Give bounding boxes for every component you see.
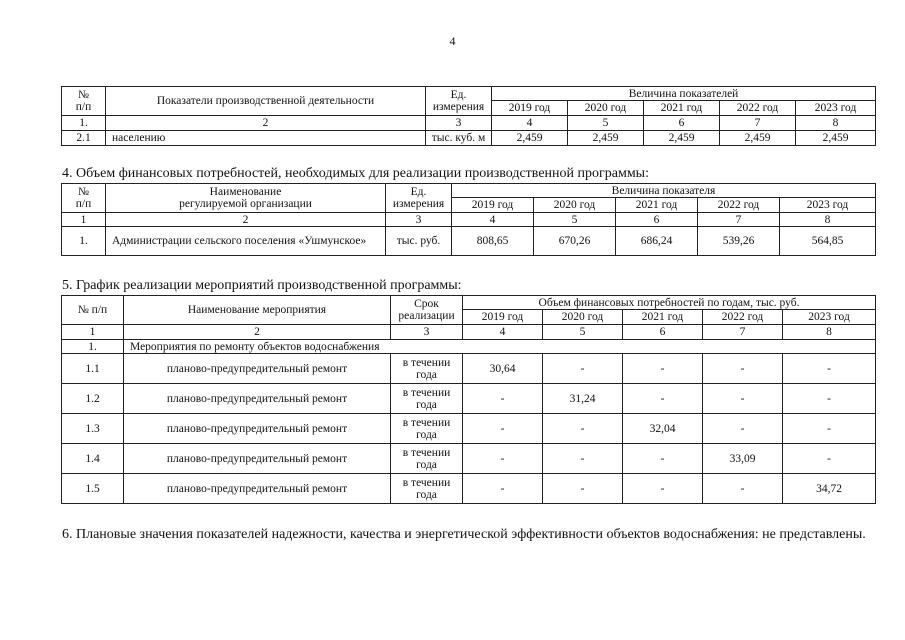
header-values: Величина показателей (492, 87, 876, 101)
row-number: 1.5 (62, 474, 124, 504)
table-row (62, 444, 876, 474)
index-row (62, 213, 876, 227)
section-5-heading: 5. График реализации мероприятий производственной программы: (62, 278, 462, 293)
row-term: в течении года (391, 474, 463, 504)
row-term: в течении года (391, 384, 463, 414)
header-organization: Наименование регулируемой организации (106, 184, 386, 213)
header-term: Срок реализации (391, 296, 463, 325)
row-value: 31,24 (543, 384, 623, 414)
index-cell: 6 (623, 325, 703, 340)
header-year: 2021 год (623, 310, 703, 325)
row-value: - (543, 444, 623, 474)
header-number: № п/п (62, 296, 124, 325)
row-value: - (703, 384, 783, 414)
row-value: 2,459 (720, 131, 796, 146)
row-value: - (543, 354, 623, 384)
index-cell: 6 (644, 116, 720, 131)
table-row (62, 354, 876, 384)
row-name: планово-предупредительный ремонт (124, 444, 391, 474)
index-cell: 3 (386, 213, 452, 227)
group-row (62, 340, 876, 354)
production-indicators-table (61, 86, 876, 146)
row-value: - (703, 414, 783, 444)
header-year: 2020 год (543, 310, 623, 325)
schedule-table (61, 295, 876, 504)
table-row (62, 474, 876, 504)
index-cell: 3 (426, 116, 492, 131)
row-value: - (783, 444, 876, 474)
header-year: 2022 год (698, 198, 780, 213)
group-name: Мероприятия по ремонту объектов водоснабжения (124, 340, 876, 354)
index-row (62, 325, 876, 340)
row-value: - (703, 474, 783, 504)
table-row (62, 227, 876, 256)
index-cell: 8 (796, 116, 876, 131)
index-cell: 7 (720, 116, 796, 131)
row-value: 32,04 (623, 414, 703, 444)
index-cell: 1 (62, 213, 106, 227)
row-value: - (783, 384, 876, 414)
row-value: 34,72 (783, 474, 876, 504)
index-cell: 5 (534, 213, 616, 227)
section-4-heading: 4. Объем финансовых потребностей, необходимых для реализации производственной программы: (62, 166, 649, 181)
header-values: Объем финансовых потребностей по годам, тыс. руб. (463, 296, 876, 310)
row-term: в течении года (391, 414, 463, 444)
row-value: - (463, 444, 543, 474)
header-year: 2019 год (463, 310, 543, 325)
header-year: 2019 год (452, 198, 534, 213)
table-row (62, 131, 876, 146)
row-value: 30,64 (463, 354, 543, 384)
row-value: 2,459 (796, 131, 876, 146)
row-unit: тыс. куб. м (426, 131, 492, 146)
index-cell: 6 (616, 213, 698, 227)
row-term: в течении года (391, 354, 463, 384)
row-name: населению (106, 131, 426, 146)
header-unit: Ед. измерения (426, 87, 492, 116)
header-number: № п/п (62, 184, 106, 213)
row-value: - (783, 414, 876, 444)
header-name: Наименование мероприятия (124, 296, 391, 325)
header-year: 2021 год (644, 101, 720, 116)
row-value: 2,459 (644, 131, 720, 146)
index-cell: 3 (391, 325, 463, 340)
row-value: - (623, 354, 703, 384)
header-unit: Ед. измерения (386, 184, 452, 213)
index-cell: 1. (62, 116, 106, 131)
index-cell: 7 (703, 325, 783, 340)
header-year: 2020 год (534, 198, 616, 213)
page-number: 4 (449, 34, 456, 48)
row-value: - (543, 414, 623, 444)
row-name: планово-предупредительный ремонт (124, 384, 391, 414)
row-number: 1.2 (62, 384, 124, 414)
row-value: 564,85 (780, 227, 876, 256)
row-name: планово-предупредительный ремонт (124, 354, 391, 384)
row-value: 539,26 (698, 227, 780, 256)
header-year: 2019 год (492, 101, 568, 116)
header-indicator: Показатели производственной деятельности (106, 87, 426, 116)
row-value: 33,09 (703, 444, 783, 474)
row-number: 2.1 (62, 131, 106, 146)
row-number: 1. (62, 227, 106, 256)
row-value: - (783, 354, 876, 384)
row-value: 686,24 (616, 227, 698, 256)
financial-needs-table (61, 183, 876, 256)
section-6-paragraph: 6. Плановые значения показателей надежности, качества и энергетической эффективности объектов водоснабжения: не представлены. (62, 527, 866, 542)
row-number: 1.4 (62, 444, 124, 474)
row-unit: тыс. руб. (386, 227, 452, 256)
header-year: 2021 год (616, 198, 698, 213)
index-cell: 8 (783, 325, 876, 340)
index-row (62, 116, 876, 131)
group-number: 1. (62, 340, 124, 354)
index-cell: 4 (452, 213, 534, 227)
row-value: 808,65 (452, 227, 534, 256)
row-value: - (703, 354, 783, 384)
row-value: - (463, 414, 543, 444)
index-cell: 5 (568, 116, 644, 131)
header-number: № п/п (62, 87, 106, 116)
header-year: 2022 год (703, 310, 783, 325)
row-name: планово-предупредительный ремонт (124, 414, 391, 444)
row-name: Администрации сельского поселения «Ушмунское» (106, 227, 386, 256)
index-cell: 7 (698, 213, 780, 227)
row-term: в течении года (391, 444, 463, 474)
index-cell: 2 (124, 325, 391, 340)
row-value: - (623, 384, 703, 414)
index-cell: 2 (106, 213, 386, 227)
table-row (62, 414, 876, 444)
index-cell: 5 (543, 325, 623, 340)
index-cell: 4 (463, 325, 543, 340)
header-year: 2023 год (796, 101, 876, 116)
row-value: 2,459 (568, 131, 644, 146)
header-year: 2023 год (783, 310, 876, 325)
row-value: - (623, 474, 703, 504)
header-values: Величина показателя (452, 184, 876, 198)
row-value: 2,459 (492, 131, 568, 146)
row-value: - (543, 474, 623, 504)
row-value: - (463, 474, 543, 504)
row-name: планово-предупредительный ремонт (124, 474, 391, 504)
row-value: 670,26 (534, 227, 616, 256)
header-year: 2020 год (568, 101, 644, 116)
row-value: - (623, 444, 703, 474)
header-year: 2023 год (780, 198, 876, 213)
index-cell: 8 (780, 213, 876, 227)
index-cell: 2 (106, 116, 426, 131)
row-value: - (463, 384, 543, 414)
row-number: 1.1 (62, 354, 124, 384)
index-cell: 4 (492, 116, 568, 131)
row-number: 1.3 (62, 414, 124, 444)
index-cell: 1 (62, 325, 124, 340)
table-row (62, 384, 876, 414)
header-year: 2022 год (720, 101, 796, 116)
